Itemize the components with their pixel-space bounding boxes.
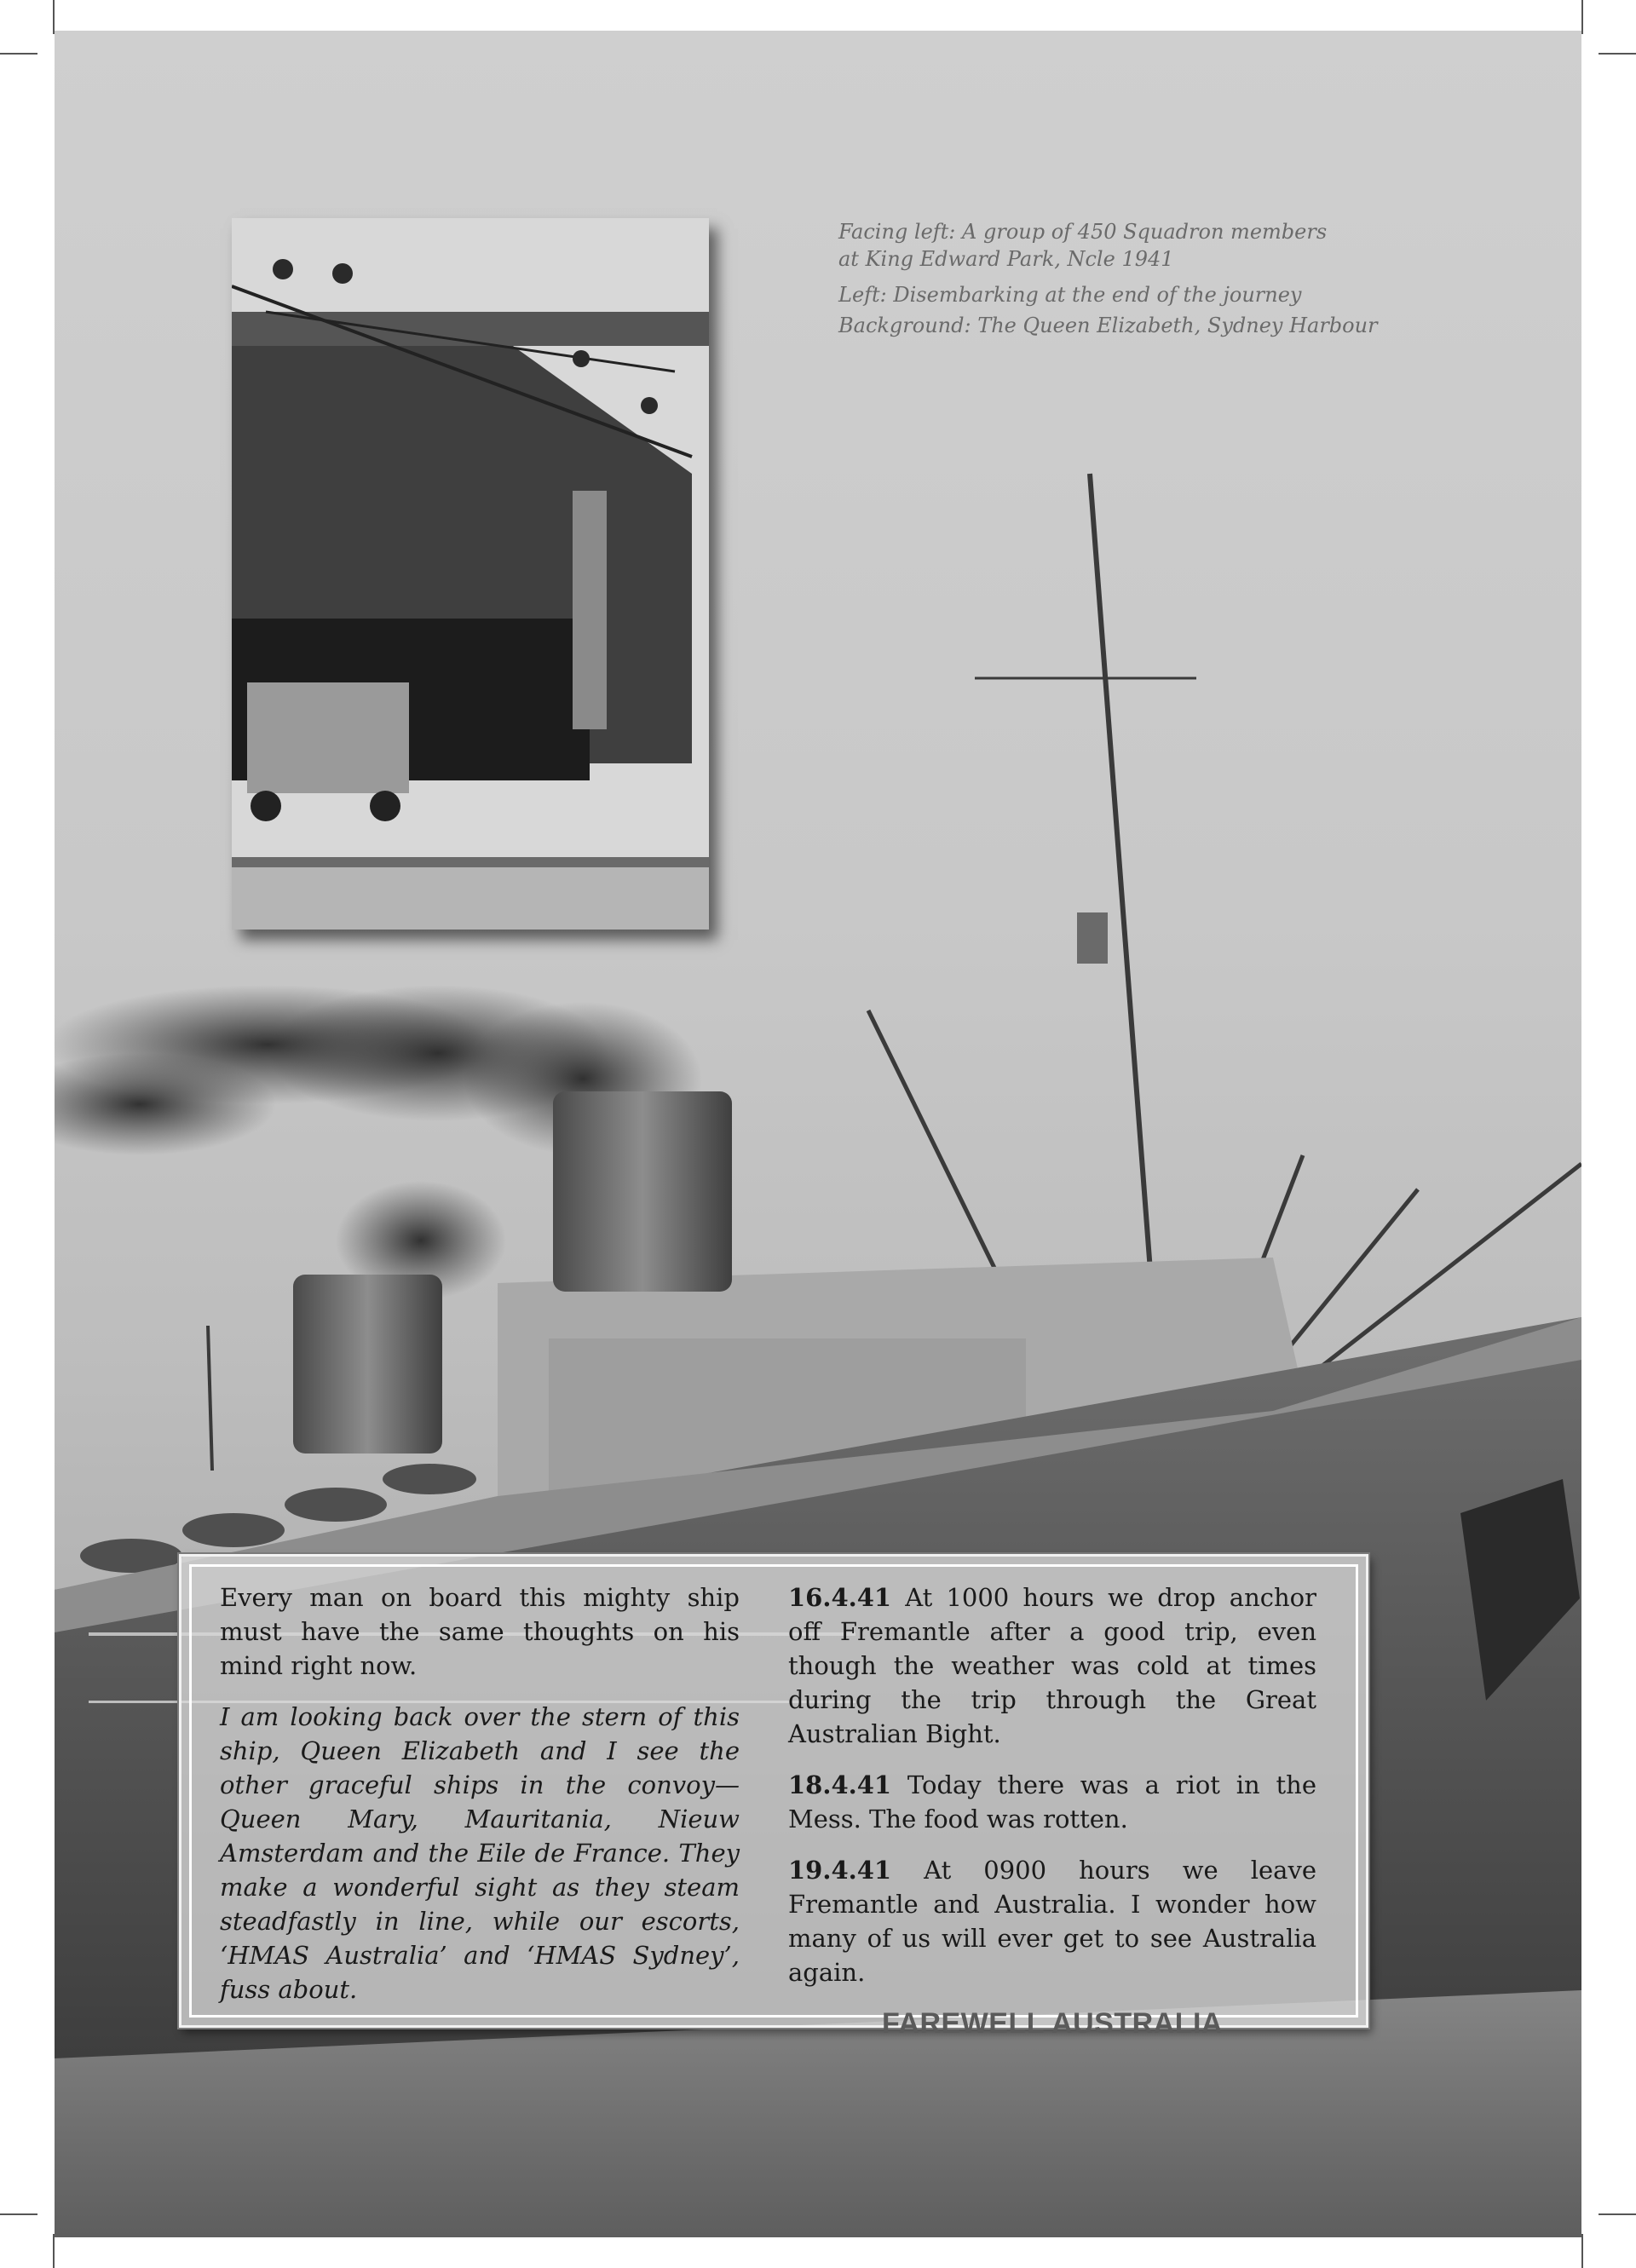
diary-text-panel — [179, 1554, 1368, 2040]
entry-date: 16.4.41 — [788, 1583, 892, 1612]
entry-text: At 0900 hours we leave Fremantle and Australia. I wonder how many of us will ever get to see Australia again. — [788, 1856, 1316, 1987]
crop-mark-bottom-left-v — [53, 2234, 55, 2268]
diary-entry — [788, 1768, 1316, 1836]
crop-mark-bottom-right-v — [1581, 2234, 1583, 2268]
entry-date: 18.4.41 — [788, 1770, 892, 1799]
left-column — [220, 1580, 740, 2023]
photo-captions — [838, 218, 1435, 339]
diary-entry — [788, 1853, 1316, 1989]
caption-background: Background: The Queen Elizabeth, Sydney Harbour — [838, 314, 1378, 337]
caption-facing-left: Facing left: A group of 450 Squadron members — [838, 220, 1328, 244]
farewell-heading: FAREWELL AUSTRALIA — [882, 2007, 1223, 2040]
crop-mark-top-left-v — [53, 0, 55, 34]
crop-mark-top-left-h — [0, 53, 37, 55]
crop-mark-bottom-right-h — [1599, 2213, 1636, 2215]
forward-funnel — [553, 1091, 732, 1292]
gangway — [573, 491, 607, 729]
crop-mark-top-right-h — [1599, 53, 1636, 55]
army-truck — [247, 682, 409, 793]
disembarking-photo — [232, 218, 709, 930]
caption-facing-left-cont: at King Edward Park, Ncle 1941 — [838, 247, 1174, 271]
diary-entry — [788, 1580, 1316, 1751]
crows-nest — [1077, 912, 1108, 964]
inset-photo-disembarking — [232, 218, 709, 930]
entry-date: 19.4.41 — [788, 1856, 892, 1885]
crop-mark-bottom-left-h — [0, 2213, 37, 2215]
intro-paragraph: Every man on board this mighty ship must have the same thoughts on his mind right now. — [220, 1583, 740, 1680]
wharf — [232, 866, 709, 930]
crop-mark-top-right-v — [1581, 0, 1583, 34]
entry-text: At 1000 hours we drop anchor off Fremantle after a good trip, even though the weather was cold at times during the trip through the Great Australian Bight. — [788, 1583, 1316, 1748]
caption-left: Left: Disembarking at the end of the journey — [838, 283, 1302, 307]
aft-funnel — [293, 1275, 442, 1453]
entry-text: Today there was a riot in the Mess. The food was rotten. — [788, 1770, 1316, 1833]
convoy-paragraph: I am looking back over the stern of this ship, Queen Elizabeth and I see the other graceful ships in the convoy—Queen Mary, Mauritania, Nieuw Amsterdam and the Eile de France. They make a wonderful sight as they steam steadfastly in line, while our escorts, ‘HMAS Australia’ and ‘HMAS Sydney’, fuss about. — [220, 1702, 740, 2004]
right-column — [788, 1580, 1316, 2041]
